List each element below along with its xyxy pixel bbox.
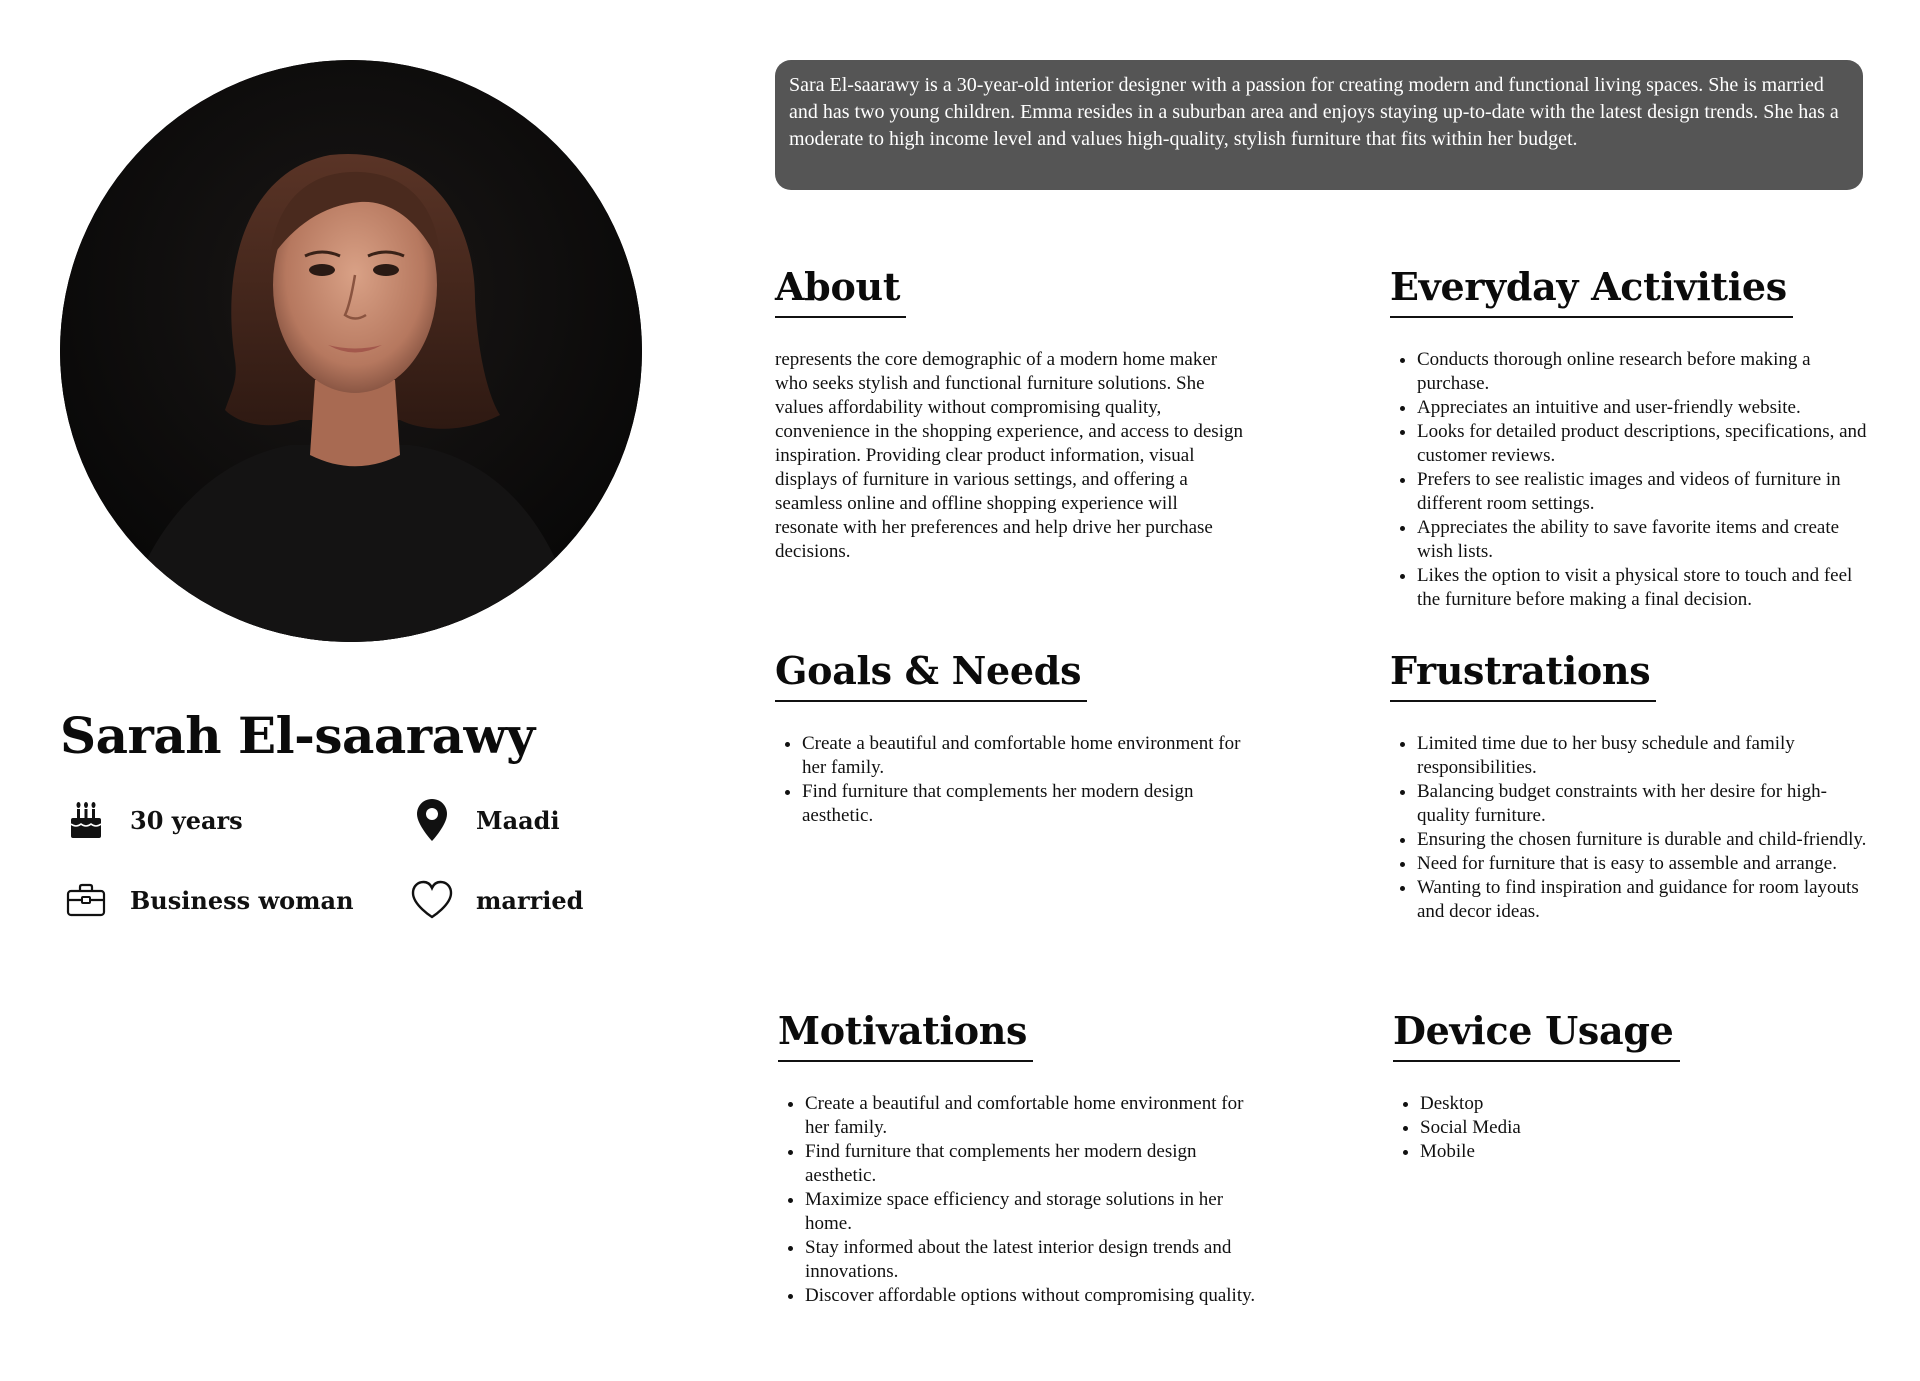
section-title: Goals & Needs — [775, 646, 1087, 702]
fact-age — [64, 798, 243, 842]
devices-list — [1393, 1092, 1873, 1164]
map-pin-icon — [410, 798, 454, 842]
list-item: Conducts thorough online research before making a purchase. — [1417, 348, 1870, 396]
section-frustrations — [1390, 646, 1870, 924]
persona-photo — [60, 60, 642, 642]
briefcase-icon — [64, 878, 108, 922]
portrait-illustration — [60, 60, 642, 642]
section-goals-needs — [775, 646, 1255, 828]
list-item: Find furniture that complements her modern design aesthetic. — [805, 1140, 1258, 1188]
list-item: Maximize space efficiency and storage solutions in her home. — [805, 1188, 1258, 1236]
section-device-usage — [1393, 1006, 1873, 1164]
persona-name: Sarah El-saarawy — [60, 706, 535, 765]
section-title: Everyday Activities — [1390, 262, 1793, 318]
list-item: Appreciates an intuitive and user-friendly website. — [1417, 396, 1870, 420]
section-about — [775, 262, 1245, 564]
bio-summary: Sara El-saarawy is a 30-year-old interior designer with a passion for creating modern and functional living spaces. She is married and has two young children. Emma resides in a suburban area and enjoys staying up-to-date with the latest design trends. She has a moderate to high income level and values high-quality, stylish furniture that fits within her budget. — [775, 60, 1863, 190]
list-item: Create a beautiful and comfortable home environment for her family. — [802, 732, 1255, 780]
list-item: Looks for detailed product descriptions, specifications, and customer reviews. — [1417, 420, 1870, 468]
section-motivations — [778, 1006, 1258, 1308]
heart-icon — [410, 878, 454, 922]
motivations-list — [778, 1092, 1258, 1308]
list-item: Likes the option to visit a physical store to touch and feel the furniture before making a final decision. — [1417, 564, 1870, 612]
section-title: About — [775, 262, 906, 318]
section-everyday-activities — [1390, 262, 1870, 612]
list-item: Discover affordable options without compromising quality. — [805, 1284, 1258, 1308]
section-title: Device Usage — [1393, 1006, 1680, 1062]
occupation-label: Business woman — [130, 885, 354, 915]
about-text: represents the core demographic of a modern home maker who seeks stylish and functional furniture solutions. She values affordability without compromising quality, convenience in the shopping experience, and access to design inspiration. Providing clear product information, visual displays of furniture in various settings, and offering a seamless online and offline shopping experience will resonate with her preferences and help drive her purchase decisions. — [775, 349, 1243, 562]
list-item: Balancing budget constraints with her desire for high-quality furniture. — [1417, 780, 1870, 828]
list-item: Appreciates the ability to save favorite items and create wish lists. — [1417, 516, 1870, 564]
location-label: Maadi — [476, 805, 560, 835]
goals-list — [775, 732, 1255, 828]
persona-facts — [60, 798, 620, 938]
activities-list — [1390, 348, 1870, 612]
birthday-cake-icon — [64, 798, 108, 842]
fact-occupation — [64, 878, 354, 922]
list-item: Wanting to find inspiration and guidance for room layouts and decor ideas. — [1417, 876, 1870, 924]
list-item: Prefers to see realistic images and videos of furniture in different room settings. — [1417, 468, 1870, 516]
status-label: married — [476, 885, 584, 915]
list-item: Desktop — [1420, 1092, 1873, 1116]
fact-location — [410, 798, 560, 842]
section-title: Frustrations — [1390, 646, 1656, 702]
list-item: Find furniture that complements her modern design aesthetic. — [802, 780, 1255, 828]
age-label: 30 years — [130, 805, 243, 835]
fact-status — [410, 878, 583, 922]
list-item: Mobile — [1420, 1140, 1873, 1164]
list-item: Create a beautiful and comfortable home environment for her family. — [805, 1092, 1258, 1140]
list-item: Social Media — [1420, 1116, 1873, 1140]
list-item: Ensuring the chosen furniture is durable and child-friendly. — [1417, 828, 1870, 852]
section-title: Motivations — [778, 1006, 1033, 1062]
list-item: Limited time due to her busy schedule and family responsibilities. — [1417, 732, 1870, 780]
frustrations-list — [1390, 732, 1870, 924]
list-item: Stay informed about the latest interior design trends and innovations. — [805, 1236, 1258, 1284]
list-item: Need for furniture that is easy to assemble and arrange. — [1417, 852, 1870, 876]
